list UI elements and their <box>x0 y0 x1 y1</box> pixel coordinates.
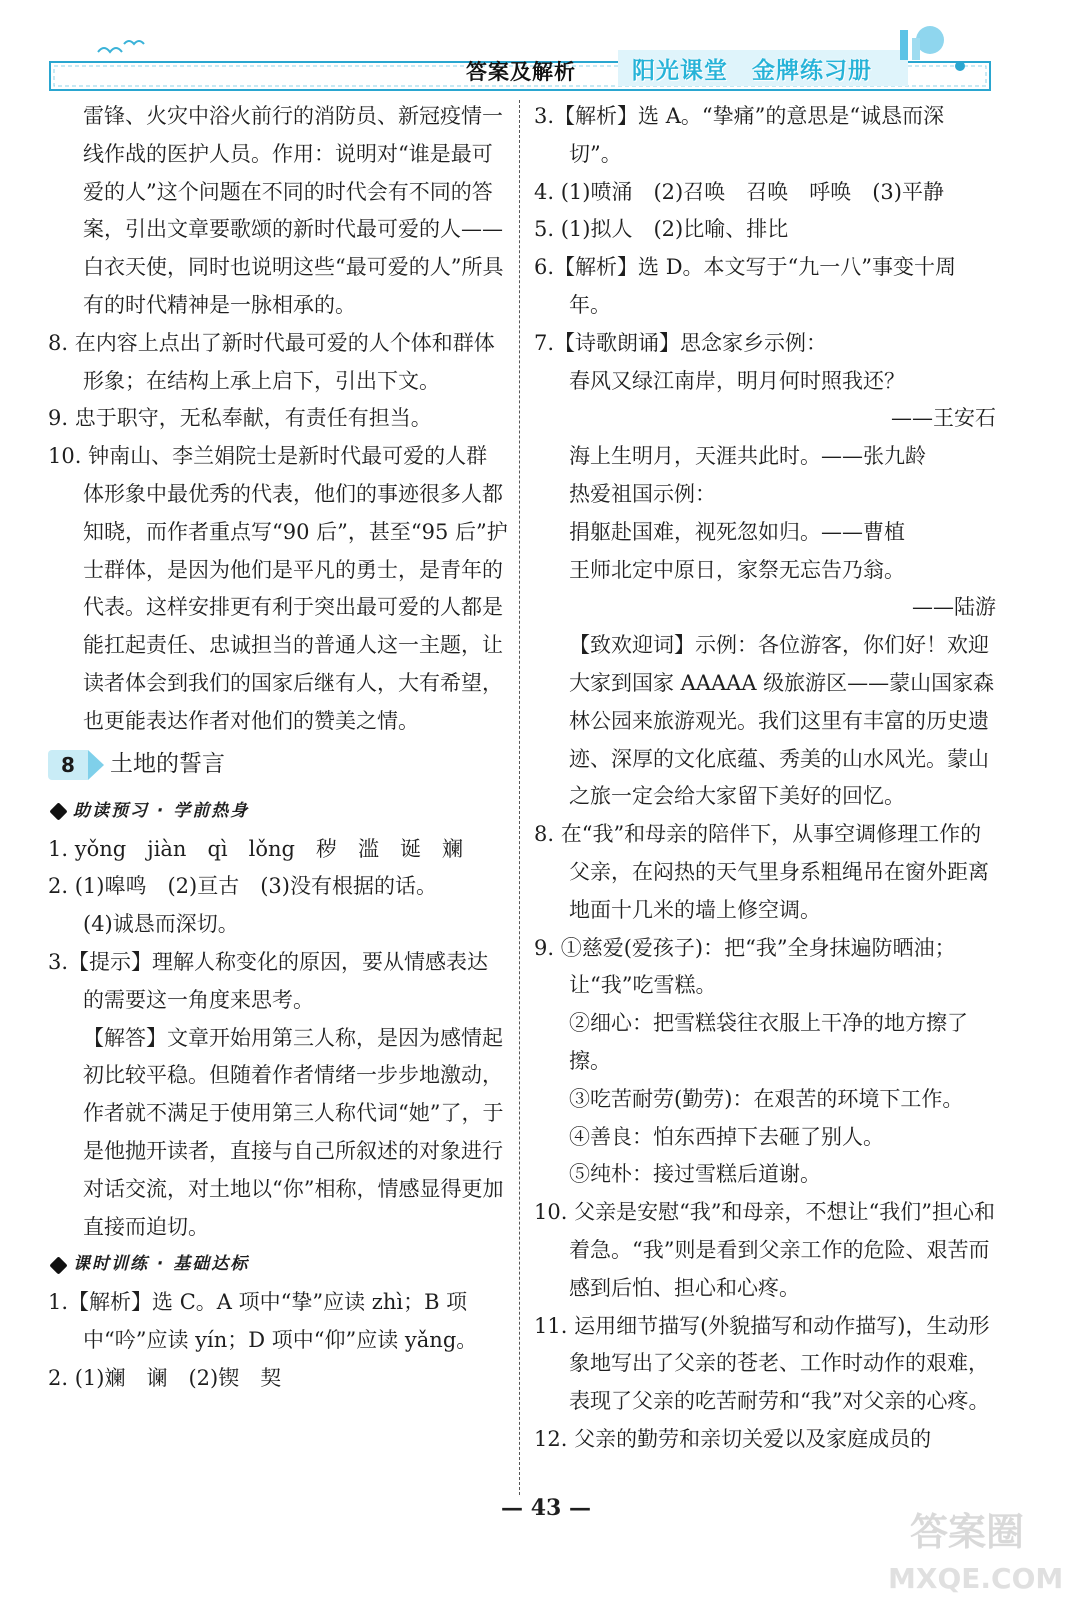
answer-text: ②细心：把雪糕袋往衣服上干净的地方擦了擦。 <box>569 1011 968 1073</box>
answer-text: (4)诚恳而深切。 <box>83 912 239 937</box>
subsection-label: 助读预习 · 学前热身 <box>73 800 250 821</box>
watermark-text: MXQE.COM <box>888 1562 1064 1595</box>
answer-item: 3.【解析】选 A。“挚痛”的意思是“诚恳而深切”。 <box>534 104 945 166</box>
answer-item: 11. 运用细节描写(外貌描写和动作描写)，生动形象地写出了父亲的苍老、工作时动作的艰难，表现了父亲的吃苦耐劳和“我”对父亲的心疼。 <box>534 1313 990 1414</box>
page-header <box>0 0 1092 100</box>
answer-text: ④善良：怕东西掉下去砸了别人。 <box>569 1124 884 1149</box>
answer-item: 6.【解析】选 D。本文写于“九一八”事变十周年。 <box>534 255 957 317</box>
poem-author: ——陆游 <box>912 595 996 620</box>
answer-item: 10. 钟南山、李兰娟院士是新时代最可爱的人群体形象中最优秀的代表，他们的事迹很多人都知晓，而作者重点写“90 后”，甚至“95 后”护士群体，是因为他们是平凡的勇士，是青年的代表。这样安排更有利于突出最可爱的人都是能扛起责任、忠诚担当的普通人这一主题，让读者体会到我们的国家后继有人，大有希望，也更能表达作者对他们的赞美之情。 <box>48 444 508 733</box>
answer-item: 1.【解析】选 C。A 项中“挚”应读 zhì；B 项中“吟”应读 yín；D 项中“仰”应读 yǎng。 <box>48 1290 478 1353</box>
column-divider <box>519 100 520 1495</box>
arrow-icon <box>88 750 104 780</box>
page-number: — 43 — <box>501 1495 591 1521</box>
answer-item: 2. (1)斓 谰 (2)锲 契 <box>48 1365 282 1390</box>
answer-text: 雷锋、火灾中浴火前行的消防员、新冠疫情一线作战的医护人员。作用：说明对“谁是最可爱的人”这个问题在不同的时代会有不同的答案，引出文章要歌颂的新时代最可爱的人——白衣天使，同时也说明这些“最可爱的人”所具有的时代精神是一脉相承的。 <box>83 104 504 317</box>
answer-text: 王师北定中原日，家祭无忘告乃翁。 <box>569 557 905 582</box>
answer-item: 8. 在内容上点出了新时代最可爱的人个体和群体形象；在结构上承上启下，引出下文。 <box>48 330 495 393</box>
right-column <box>534 98 996 1459</box>
answer-item: 9. 忠于职守，无私奉献，有责任有担当。 <box>48 406 432 431</box>
watermark <box>880 1500 1080 1595</box>
watermark-logo: 答案圈 <box>910 1510 1025 1554</box>
answer-item: 8. 在“我”和母亲的陪伴下，从事空调修理工作的父亲，在闷热的天气里身系粗绳吊在窗外距离地面十几米的墙上修空调。 <box>534 822 989 922</box>
answer-text: 春风又绿江南岸，明月何时照我还？ <box>569 368 905 393</box>
answer-item: 4. (1)喷涌 (2)召唤 召唤 呼唤 (3)平静 <box>534 179 944 204</box>
answer-item: 1. yǒng jiàn qì lǒng 秽 滥 诞 斓 <box>48 836 463 861</box>
answer-item: 5. (1)拟人 (2)比喻、排比 <box>534 217 789 242</box>
answer-text: 热爱祖国示例： <box>569 481 716 506</box>
diamond-icon <box>49 802 67 820</box>
lesson-number: 8 <box>48 750 88 780</box>
answer-item: 12. 父亲的勤劳和亲切关爱以及家庭成员的 <box>534 1426 932 1451</box>
answer-text: 【解答】文章开始用第三人称，是因为感情起初比较平稳。但随着作者情绪一步步地激动，作者就不满足于使用第三人称代词“她”了，于是他抛开读者，直接与自己所叙述的对象进行对话交流，对土地以“你”相称，情感显得更加直接而迫切。 <box>83 1025 504 1239</box>
answer-text: 捐躯赴国难，视死忽如归。——曹植 <box>569 519 905 544</box>
lesson-title: 土地的誓言 <box>110 750 225 777</box>
seagull-icon <box>98 41 144 52</box>
left-column <box>48 98 508 1398</box>
subsection-heading <box>48 1246 508 1284</box>
answer-text: ③吃苦耐劳(勤劳)：在艰苦的环境下工作。 <box>569 1086 964 1111</box>
header-brand: 阳光课堂 金牌练习册 <box>632 58 872 84</box>
answer-item: 2. (1)嗥鸣 (2)亘古 (3)没有根据的话。 <box>48 874 437 899</box>
answer-item: 3.【提示】理解人称变化的原因，要从情感表达的需要这一角度来思考。 <box>48 949 489 1012</box>
answer-item: 7.【诗歌朗诵】思念家乡示例： <box>534 330 828 355</box>
answer-text: ⑤纯朴：接过雪糕后道谢。 <box>569 1162 821 1187</box>
answer-text: 【致欢迎词】示例：各位游客，你们好！欢迎大家到国家 AAAAA 级旅游区——蒙山国家森林公园来旅游观光。我们这里有丰富的历史遗迹、深厚的文化底蕴、秀美的山水风光。蒙山之旅一定会给大家留下美好的回忆。 <box>569 633 995 809</box>
header-section-title: 答案及解析 <box>466 60 576 84</box>
globe-icon <box>900 26 965 71</box>
answer-item: 9. ①慈爱(爱孩子)：把“我”全身抹遍防晒油；让“我”吃雪糕。 <box>534 935 956 998</box>
answer-text: 海上生明月，天涯共此时。——张九龄 <box>569 444 926 469</box>
answer-item: 10. 父亲是安慰“我”和母亲，不想让“我们”担心和着急。“我”则是看到父亲工作的危险、艰苦而感到后怕、担心和心疼。 <box>534 1200 996 1300</box>
poem-author: ——王安石 <box>891 406 996 431</box>
subsection-heading <box>48 793 508 831</box>
subsection-label: 课时训练 · 基础达标 <box>73 1254 250 1275</box>
lesson-heading <box>48 745 508 785</box>
diamond-icon <box>49 1256 67 1274</box>
